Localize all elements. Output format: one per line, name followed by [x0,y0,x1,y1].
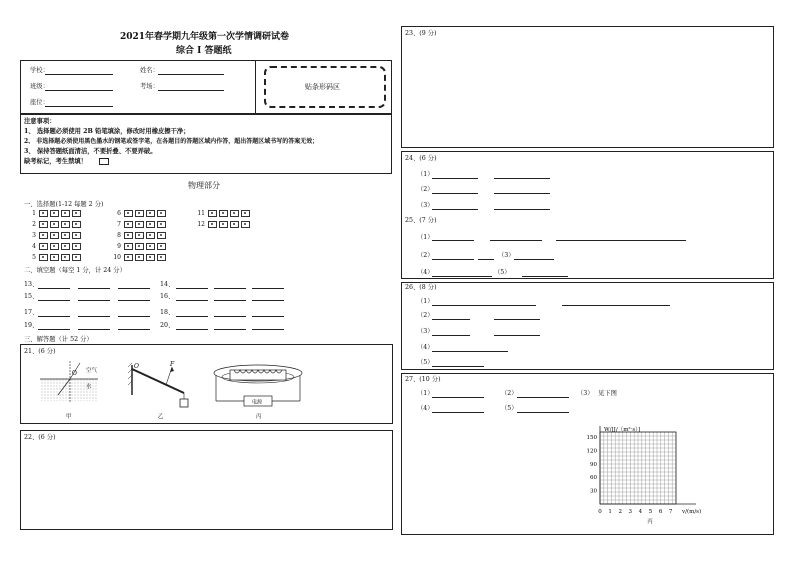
room-label: 考场： [140,83,159,90]
mc-row [111,221,168,228]
fig-c-label: 丙 [256,414,262,420]
note-item: 3、 保持答题纸面清洁，不要折叠、不要弄破。 [24,148,157,155]
fill-question-label: 13、 [24,281,39,288]
q27-4-field[interactable] [432,412,484,413]
mc-bubble[interactable] [50,221,59,228]
mc-bubble[interactable] [61,254,70,261]
seat-label: 座位： [30,99,49,106]
mc-question-number: 5 [32,254,36,261]
q26-3b-field[interactable] [494,335,540,336]
mc-bubble[interactable] [146,221,155,228]
q26-1a-field[interactable] [432,305,536,306]
mc-bubble[interactable] [219,221,228,228]
fill-blank[interactable] [214,316,246,317]
mc-bubble[interactable] [50,232,59,239]
mc-bubble[interactable] [208,210,217,217]
mc-question-number: 6 [117,210,121,217]
mc-bubble[interactable] [230,210,239,217]
q24-item: （3） [417,202,434,209]
mc-bubble[interactable] [72,254,81,261]
x-tick-label: 1 [608,509,612,515]
mc-bubble[interactable] [39,210,48,217]
mc-bubble[interactable] [241,210,250,217]
mc-bubble[interactable] [157,243,166,250]
school-label: 学校： [30,67,49,74]
q24-2b-field[interactable] [494,193,550,194]
x-tick-label: 2 [618,509,622,515]
mc-bubble[interactable] [135,254,144,261]
q25-item: （3） [498,252,515,259]
chart-caption: 丙 [647,519,653,524]
mc-bubble[interactable] [135,243,144,250]
q26-item: （3） [417,328,434,335]
fill-blank[interactable] [38,329,70,330]
q27-item: （2） [501,390,518,397]
q27-2-field[interactable] [517,397,569,398]
q21-figures [20,355,393,423]
info-divider [255,60,256,114]
fig-a-label: 甲 [66,414,72,420]
mc-row [26,243,83,250]
fill-blank[interactable] [214,300,246,301]
y-tick-label: 30 [590,488,597,495]
mc-bubble[interactable] [124,210,133,217]
header-line2: 综合 I 答题纸 [176,46,232,56]
q23-box [401,26,774,148]
mc-row [26,210,83,217]
y-tick-label: 120 [586,448,597,455]
q25-item: （5） [494,269,511,276]
mc-bubble[interactable] [157,254,166,261]
q27-item: （1） [417,390,434,397]
mc-row [26,221,83,228]
fill-question-label: 20、 [160,322,175,329]
mc-row [26,232,83,239]
mc-bubble[interactable] [61,243,70,250]
fill-blank[interactable] [176,329,208,330]
barcode-label: 贴条形码区 [305,83,340,91]
q25-label: 25、(7 分) [405,217,437,224]
fill-title: 二、填空题（每空 1 分，计 24 分） [24,267,126,274]
mc-bubble[interactable] [50,243,59,250]
air-label: 空气 [86,368,98,374]
x-axis-label: v/(m/s) [682,509,702,515]
q24-2a-field[interactable] [432,193,478,194]
mc-bubble[interactable] [230,221,239,228]
y-tick-label: 60 [590,475,597,482]
mc-bubble[interactable] [124,243,133,250]
fill-question-label: 15、 [24,293,39,300]
mc-question-number: 2 [32,221,36,228]
q21-label: 21、(6 分) [24,348,56,355]
notes-title: 注意事项： [24,118,56,125]
mc-bubble[interactable] [146,243,155,250]
power-label: 电源 [252,399,263,406]
mc-row [111,243,168,250]
fill-blank[interactable] [78,316,110,317]
O2-label: O [134,363,139,370]
fill-blank[interactable] [38,316,70,317]
q27-item: （4） [417,405,434,412]
solenoid-figure [214,365,302,420]
y-tick-label: 90 [590,461,597,468]
fill-blank[interactable] [78,288,110,289]
q26-item: （5） [417,359,434,366]
q27-1-field[interactable] [432,397,484,398]
q27-5-field[interactable] [517,412,569,413]
q25-4-field[interactable] [432,276,492,277]
q26-label: 26、(8 分) [405,284,437,291]
mc-title: 一、选择题(1-12 每题 2 分) [24,201,104,208]
mc-bubble[interactable] [135,221,144,228]
q22-box [20,430,393,530]
q26-3a-field[interactable] [432,335,470,336]
q27-label: 27、(10 分) [405,376,441,383]
mc-row [195,221,252,228]
mc-bubble[interactable] [124,232,133,239]
q25-1a-field[interactable] [432,240,474,241]
mc-bubble[interactable] [61,232,70,239]
fill-blank[interactable] [214,288,246,289]
mc-question-number: 9 [117,243,121,250]
note-item: 2、 非选择题必须使用黑色墨水的钢笔或签字笔，在各题目的答题区域内作答，超出答题区域书写的答案无效； [24,138,319,145]
answer-title: 三、解答题（计 52 分） [24,336,93,343]
fill-blank[interactable] [118,329,150,330]
mc-row [111,232,168,239]
q26-1b-field[interactable] [562,305,670,306]
q26-2a-field[interactable] [432,319,470,320]
fill-blank[interactable] [214,329,246,330]
q27-chart[interactable] [576,420,704,524]
mc-bubble[interactable] [135,232,144,239]
absence-marker-label: 缺考标记，考生禁填！ [24,158,87,165]
q25-5-field[interactable] [522,276,568,277]
mc-bubble[interactable] [72,221,81,228]
fill-blank[interactable] [176,300,208,301]
mc-row [111,254,168,261]
fill-blank[interactable] [176,316,208,317]
note-item: 1、 选择题必须使用 2B 铅笔填涂，修改时用橡皮擦干净； [24,128,190,135]
class-field[interactable] [45,90,113,91]
q26-2b-field[interactable] [494,319,540,320]
fill-blank[interactable] [118,288,150,289]
mc-bubble[interactable] [124,254,133,261]
x-tick-label: 0 [598,509,602,515]
q26-4-field[interactable] [432,351,508,352]
q25-1b-field[interactable] [490,240,542,241]
q25-item: （1） [417,234,434,241]
mc-question-number: 12 [197,221,205,228]
mc-bubble[interactable] [72,232,81,239]
q27-item: （5） [501,405,518,412]
mc-bubble[interactable] [146,210,155,217]
x-tick-label: 7 [668,509,673,515]
fill-blank[interactable] [176,288,208,289]
mc-bubble[interactable] [72,243,81,250]
mc-bubble[interactable] [208,221,217,228]
fig-b-label: 乙 [158,414,164,420]
q24-3a-field[interactable] [432,209,478,210]
x-tick-label: 3 [628,509,633,515]
q26-item: （1） [417,298,434,305]
F-label: F [170,361,175,368]
fill-blank[interactable] [38,288,70,289]
mc-bubble[interactable] [50,210,59,217]
mc-bubble[interactable] [157,210,166,217]
q24-1a-field[interactable] [432,178,478,179]
mc-question-number: 7 [117,221,121,228]
mc-bubble[interactable] [135,210,144,217]
q24-item: （2） [417,186,434,193]
mc-bubble[interactable] [50,254,59,261]
fill-blank[interactable] [252,316,284,317]
mc-bubble[interactable] [39,254,48,261]
x-tick-label: 5 [648,509,653,515]
name-label: 姓名： [140,67,159,74]
mc-bubble[interactable] [157,232,166,239]
q25-item: （2） [417,252,434,259]
q25-3-field[interactable] [514,259,554,260]
school-field[interactable] [45,74,113,75]
fill-question-label: 16、 [160,293,175,300]
mc-bubble[interactable] [72,210,81,217]
name-field[interactable] [158,74,224,75]
room-field[interactable] [158,90,224,91]
section-title: 物理部分 [188,181,220,190]
mc-bubble[interactable] [241,221,250,228]
y-axis-label: W/[J/（m²·s）] [604,427,641,433]
q25-2a-field[interactable] [432,259,474,260]
mc-bubble[interactable] [219,210,228,217]
class-label: 班级： [30,83,49,90]
q27-see-figure: 见下图 [598,390,617,397]
q24-item: （1） [417,171,434,178]
q22-label: 22、(6 分) [24,434,56,441]
fill-blank[interactable] [252,288,284,289]
fill-blank[interactable] [252,300,284,301]
fill-question-label: 19、 [24,322,39,329]
mc-question-number: 3 [32,232,36,239]
mc-bubble[interactable] [61,210,70,217]
mc-bubble[interactable] [124,221,133,228]
water-label: 水 [86,384,92,390]
mc-question-number: 10 [113,254,121,261]
q26-5-field[interactable] [432,366,484,367]
mc-row [195,210,252,217]
x-tick-label: 6 [658,509,663,515]
fill-blank[interactable] [78,300,110,301]
mc-question-number: 8 [117,232,121,239]
fill-question-label: 14、 [160,281,175,288]
mc-question-number: 11 [197,210,205,217]
fill-question-label: 17、 [24,309,39,316]
header-line1: 2021年春学期九年级第一次学情调研试卷 [120,32,290,42]
mc-bubble[interactable] [146,254,155,261]
fill-blank[interactable] [38,300,70,301]
seat-field[interactable] [45,106,113,107]
lever-figure [128,361,188,420]
q24-3b-field[interactable] [494,209,550,210]
q26-box [401,282,774,370]
absence-marker-box[interactable] [99,158,109,165]
O-label: O [72,370,77,377]
q23-label: 23、(9 分) [405,30,437,37]
mc-question-number: 1 [32,210,36,217]
q24-1b-field[interactable] [494,178,550,179]
fill-blank[interactable] [78,329,110,330]
mc-bubble[interactable] [39,243,48,250]
q25-1c-field[interactable] [556,240,686,241]
fill-blank[interactable] [118,300,150,301]
mc-bubble[interactable] [146,232,155,239]
q25-2b-field[interactable] [478,259,494,260]
mc-question-number: 4 [32,243,36,250]
fill-blank[interactable] [118,316,150,317]
mc-bubble[interactable] [39,221,48,228]
q26-item: （4） [417,344,434,351]
fill-question-label: 18、 [160,309,175,316]
mc-row [111,210,168,217]
mc-row [26,254,83,261]
mc-bubble[interactable] [61,221,70,228]
q25-item: （4） [417,269,434,276]
q26-item: （2） [417,312,434,319]
x-tick-label: 4 [638,509,643,515]
q24-label: 24、(6 分) [405,155,437,162]
mc-bubble[interactable] [157,221,166,228]
y-tick-label: 150 [586,435,597,442]
fill-blank[interactable] [252,329,284,330]
mc-bubble[interactable] [39,232,48,239]
q27-item: （3） [577,390,594,397]
refraction-figure [40,361,98,420]
